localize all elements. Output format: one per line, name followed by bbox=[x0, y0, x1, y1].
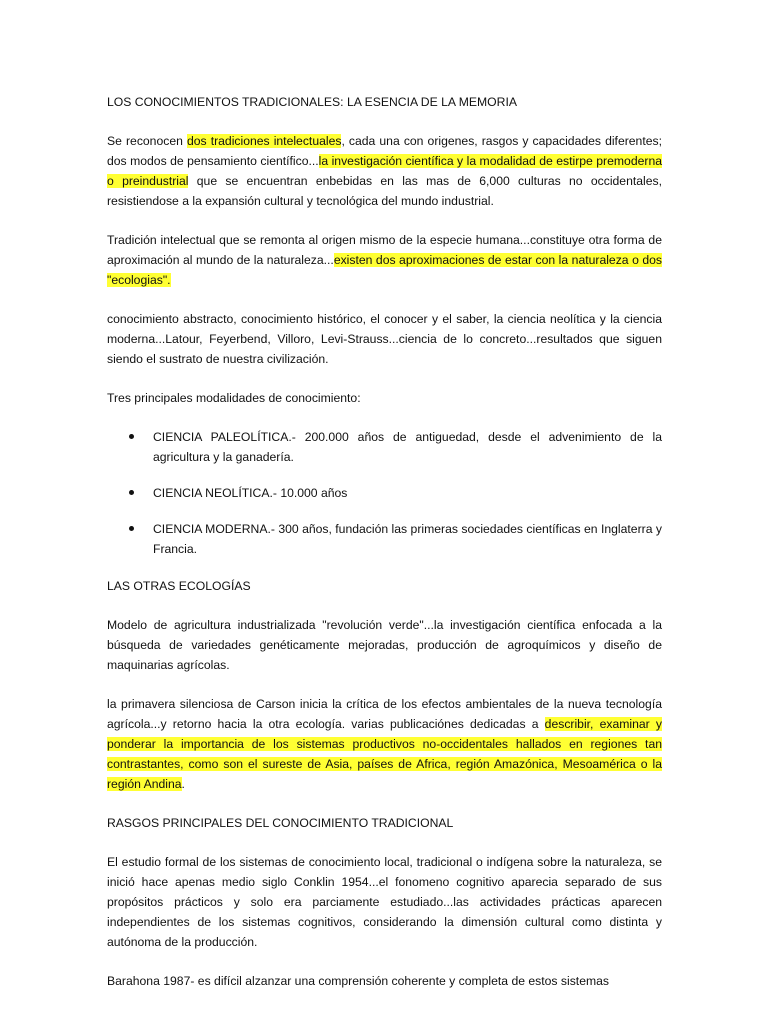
section-heading-main-features: RASGOS PRINCIPALES DEL CONOCIMIENTO TRADICIONAL bbox=[107, 816, 454, 830]
paragraph-three-modalities: Tres principales modalidades de conocimiento: bbox=[107, 391, 361, 405]
highlighted-text: existen dos aproximaciones de estar con la naturaleza o dos "ecologias". bbox=[107, 253, 662, 287]
paragraph-silent-spring bbox=[107, 694, 662, 794]
highlighted-text: dos tradiciones intelectuales bbox=[186, 134, 342, 148]
list-item bbox=[107, 427, 662, 467]
text-run: . bbox=[181, 777, 185, 791]
highlighted-text: la investigación científica y la modalidad de estirpe premoderna o preindustrial bbox=[107, 154, 662, 188]
text-run: Tradición intelectual que se remonta al origen mismo de la especie humana...constituye otra forma de aproximación al mundo de la naturaleza... bbox=[107, 233, 662, 267]
bullet-icon bbox=[129, 434, 134, 439]
list-item bbox=[107, 483, 662, 503]
modalities-list bbox=[107, 427, 662, 559]
paragraph-barahona: Barahona 1987- es difícil alzanzar una comprensión coherente y completa de estos sistemas bbox=[107, 974, 609, 988]
list-item-text: CIENCIA MODERNA.- 300 años, fundación las primeras sociedades científicas en Inglaterra y Francia. bbox=[153, 522, 662, 556]
section-heading-traditional-knowledge: LOS CONOCIMIENTOS TRADICIONALES: LA ESENCIA DE LA MEMORIA bbox=[107, 95, 517, 109]
text-run: Se reconocen bbox=[107, 134, 187, 148]
paragraph-abstract-knowledge: conocimiento abstracto, conocimiento histórico, el conocer y el saber, la ciencia neolítica y la ciencia moderna...Latour, Feyerbend, Villoro, Levi-Strauss...ciencia de lo concreto...resultados que siguen siendo el sustrato de nuestra civilización. bbox=[107, 312, 662, 366]
paragraph-intellectual-tradition bbox=[107, 230, 662, 290]
highlighted-text: describir, examinar y ponderar la importancia de los sistemas productivos no-occidentales hallados en regiones tan contrastantes, como son el sureste de Asia, países de Africa, región Amazónica, Mesoamérica o la región Andina bbox=[107, 717, 662, 791]
bullet-icon bbox=[129, 526, 134, 531]
section-heading-other-ecologies: LAS OTRAS ECOLOGÍAS bbox=[107, 579, 251, 593]
text-run: la primavera silenciosa de Carson inicia la crítica de los efectos ambientales de la nueva tecnología agrícola...y retorno hacia la otra ecología. varias publicaciónes dedicadas a bbox=[107, 697, 662, 731]
text-run: que se encuentran enbebidas en las mas de 6,000 culturas no occidentales, resistiendose a la expansión cultural y tecnológica del mundo industrial. bbox=[107, 174, 662, 208]
list-item-text: CIENCIA NEOLÍTICA.- 10.000 años bbox=[153, 486, 348, 500]
list-item bbox=[107, 519, 662, 559]
bullet-icon bbox=[129, 490, 134, 495]
text-run: , cada una con origenes, rasgos y capacidades diferentes; dos modos de pensamiento científico... bbox=[107, 134, 662, 168]
paragraph-two-traditions bbox=[107, 131, 662, 211]
paragraph-green-revolution: Modelo de agricultura industrializada "revolución verde"...la investigación científica enfocada a la búsqueda de variedades genéticamente mejoradas, producción de agroquímicos y diseño de maquinarias agrícolas. bbox=[107, 618, 662, 672]
list-item-text: CIENCIA PALEOLÍTICA.- 200.000 años de antiguedad, desde el advenimiento de la agricultura y la ganadería. bbox=[153, 430, 662, 464]
paragraph-formal-study: El estudio formal de los sistemas de conocimiento local, tradicional o indígena sobre la naturaleza, se inició hace apenas medio siglo Conklin 1954...el fonomeno cognitivo aparecia separado de sus propósitos prácticos y solo era parciamente estudiado...las actividades prácticas aparecen independientes de los sistemas cognitivos, considerando la dimensión cultural como distinta y autónoma de la producción. bbox=[107, 855, 662, 949]
